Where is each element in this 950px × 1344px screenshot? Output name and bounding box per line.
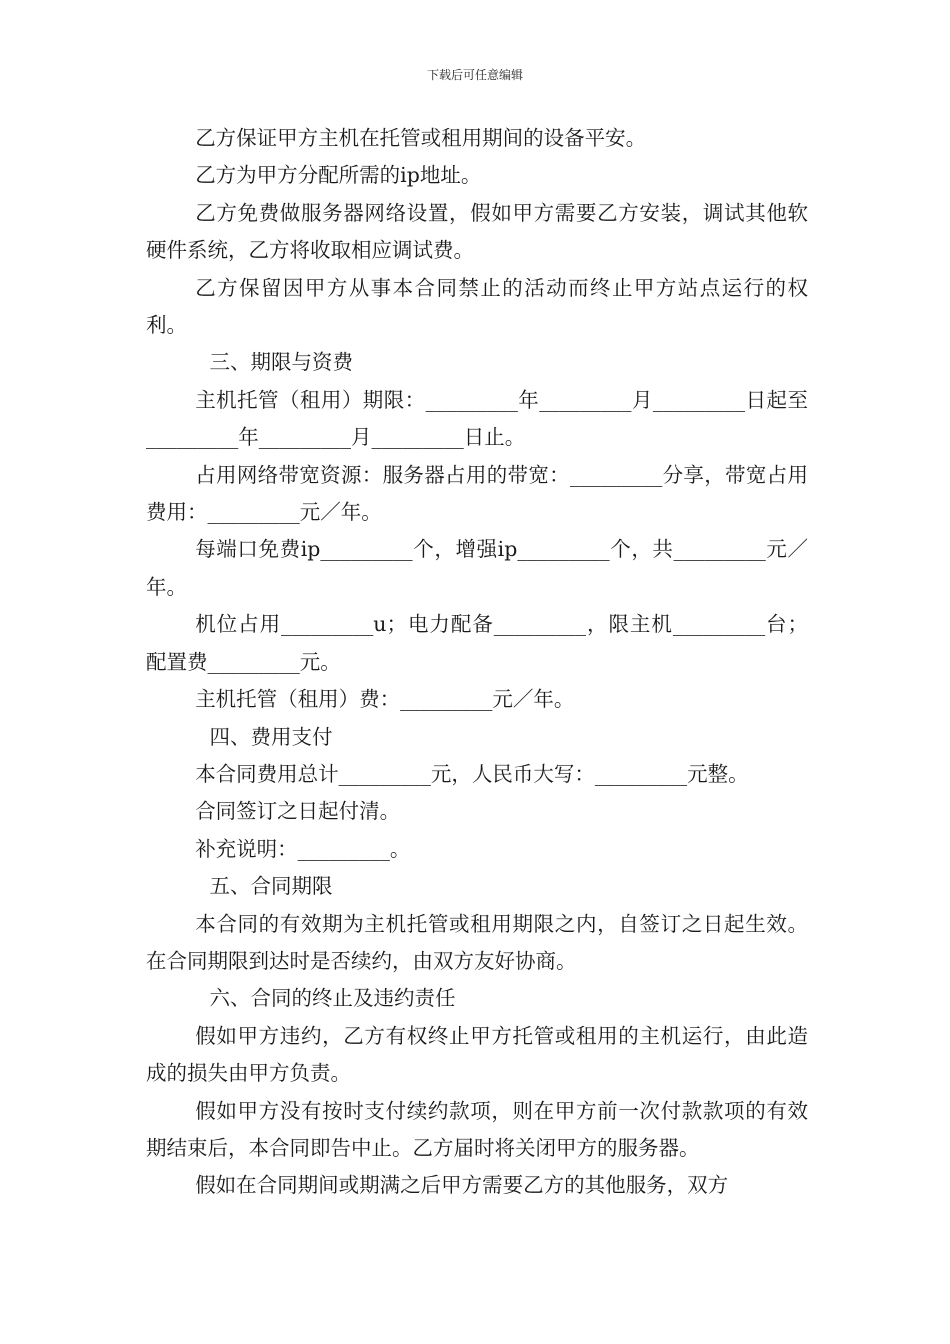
- paragraph-rack-space: 机位占用_________u；电力配备_________，限主机_________台；配置费_________元。: [146, 612, 808, 674]
- paragraph-hosting-period: 主机托管（租用）期限：_________年_________月_________日起至_________年_________月_________日止。: [146, 387, 808, 450]
- section-heading-payment: 四、费用支付: [209, 724, 333, 749]
- paragraph-total-fee: 本合同费用总计_________元，人民币大写：_________元整。: [195, 761, 749, 786]
- section-heading-termination: 六、合同的终止及违约责任: [209, 986, 456, 1011]
- paragraph-ip-allocation: 乙方为甲方分配所需的ip地址。: [195, 163, 482, 188]
- paragraph-termination-right: 乙方保留因甲方从事本合同禁止的活动而终止甲方站点运行的权利。: [146, 275, 808, 338]
- section-heading-term-fees: 三、期限与资费: [209, 350, 354, 375]
- paragraph-pay-on-signing: 合同签订之日起付清。: [195, 799, 401, 824]
- paragraph-bandwidth: 占用网络带宽资源：服务器占用的带宽：_________分享，带宽占用费用：_________元／年。: [146, 462, 808, 525]
- paragraph-network-setup: 乙方免费做服务器网络设置，假如甲方需要乙方安装，调试其他软硬件系统，乙方将收取相应调试费。: [146, 200, 808, 263]
- section-heading-contract-period: 五、合同期限: [209, 874, 333, 899]
- paragraph-hosting-fee: 主机托管（租用）费：_________元／年。: [195, 687, 575, 712]
- paragraph-ip-ports: 每端口免费ip_________个，增强ip_________个，共_________元／年。: [146, 537, 808, 599]
- paragraph-other-services: 假如在合同期间或期满之后甲方需要乙方的其他服务，双方: [195, 1173, 729, 1198]
- paragraph-guarantee-equipment: 乙方保证甲方主机在托管或租用期间的设备平安。: [195, 126, 647, 150]
- paragraph-supplement: 补充说明：_________。: [195, 836, 411, 861]
- paragraph-validity: 本合同的有效期为主机托管或租用期限之内，自签订之日起生效。在合同期限到达时是否续约，由双方友好协商。: [146, 911, 808, 973]
- paragraph-late-renewal: 假如甲方没有按时支付续约款项，则在甲方前一次付款款项的有效期结束后，本合同即告中止。乙方届时将关闭甲方的服务器。: [146, 1098, 808, 1160]
- document-body: [146, 120, 808, 1205]
- page-header: 下载后可任意编辑: [426, 68, 523, 82]
- paragraph-party-a-breach: 假如甲方违约，乙方有权终止甲方托管或租用的主机运行，由此造成的损失由甲方负责。: [146, 1023, 808, 1086]
